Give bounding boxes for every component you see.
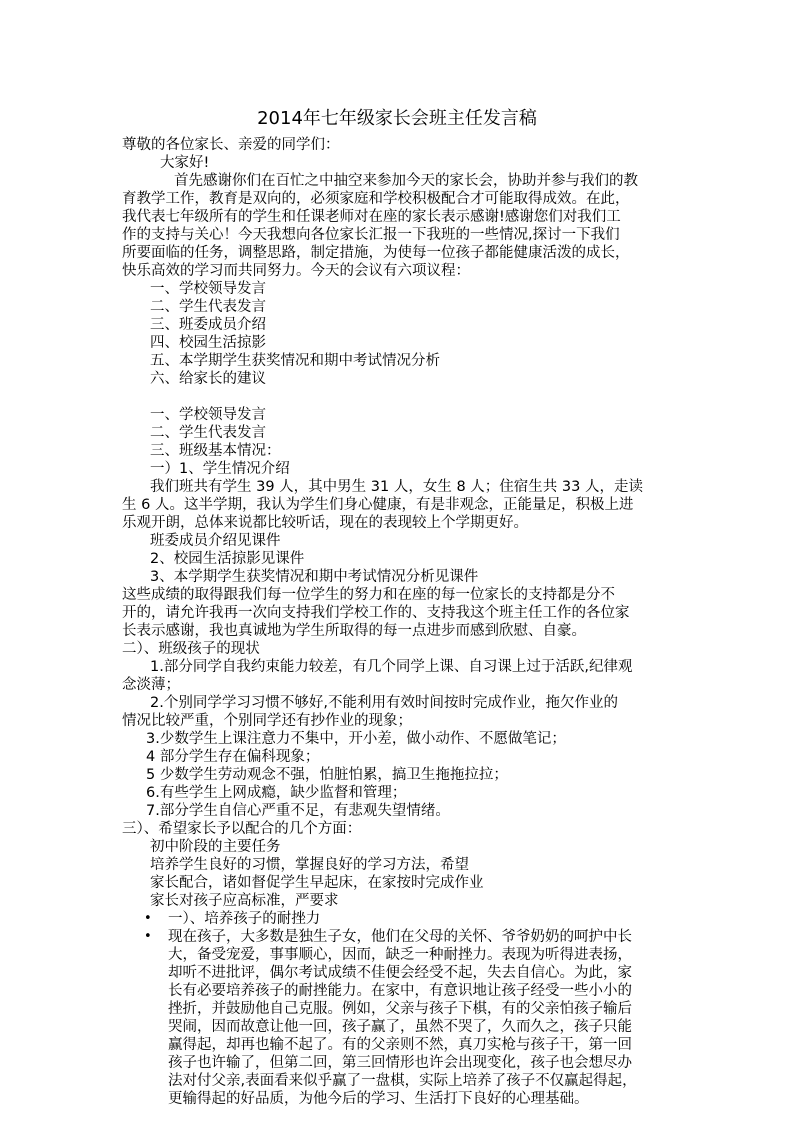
agenda-item: 六、给家长的建议 [150,371,266,387]
text-line: 开的，请允许我再一次向支持我们学校工作的、支持我这个班主任工作的各位家 [122,605,630,621]
hello-line: 大家好! [160,155,210,171]
list-item: 班委成员介绍见课件 [150,533,281,549]
section-item: 一、学校领导发言 [150,407,266,423]
bullet-heading: 一）、培养孩子的耐挫力 [168,911,321,927]
problem-item: 情况比较严重，个别同学还有抄作业的现象； [122,713,412,729]
text-line: 乐观开朗，总体来说都比较听话，现在的表现较上个学期更好。 [122,515,528,531]
text-line: 孩子也许输了，但第二回，第三回情形也许会出现变化，孩子也会想尽办 [168,1055,632,1071]
bullet-icon: • [144,911,152,926]
text-line: 更输得起的好品质，为他今后的学习、生活打下良好的心理基础。 [168,1091,589,1107]
problem-item: 6.有些学生上网成瘾，缺少监督和管理； [146,785,407,801]
text-line: 育教学工作，教育是双向的，必须家庭和学校积极配合才可能取得成效。在此， [122,191,630,207]
agenda-item: 一、学校领导发言 [150,281,266,297]
text-line: 生 6 人。这半学期，我认为学生们身心健康，有是非观念，正能量足，积极上进 [122,497,634,513]
text-line: 这些成绩的取得跟我们每一位学生的努力和在座的每一位家长的支持都是分不 [122,587,615,603]
text-line: 现在孩子，大多数是独生子女，他们在父母的关怀、爷爷奶奶的呵护中长 [168,929,632,945]
agenda-item: 四、校园生活掠影 [150,335,266,351]
text-line: 首先感谢你们在百忙之中抽空来参加今天的家长会，协助并参与我们的教 [174,173,638,189]
text-line: 哭闹，因而故意让他一回，孩子赢了，虽然不哭了，久而久之，孩子只能 [168,1019,632,1035]
section-item: 三、班级基本情况： [150,443,281,459]
agenda-item: 五、本学期学生获奖情况和期中考试情况分析 [150,353,440,369]
list-item: 培养学生良好的习惯，掌握良好的学习方法，希望 [150,857,469,873]
text-line: 快乐高效的学习而共同努力。今天的会议有六项议程： [122,263,470,279]
problem-item: 7.部分学生自信心严重不足，有悲观失望情绪。 [146,803,450,819]
document-title: 2014年七年级家长会班主任发言稿 [257,108,537,129]
text-line: 长表示感谢，我也真诚地为学生所取得的每一点进步而感到欣慰、自豪。 [122,623,586,639]
bullet-icon: • [144,929,152,944]
section-heading: 三）、希望家长予以配合的几个方面： [122,821,362,837]
text-line: 法对付父亲,表面看来似乎赢了一盘棋，实际上培养了孩子不仅赢起得起， [168,1073,637,1089]
text-line: 赢得起，却再也输不起了。有的父亲则不然，真刀实枪与孩子干，第一回 [168,1037,632,1053]
text-line: 我们班共有学生 39 人，其中男生 31 人，女生 8 人；住宿生共 33 人，走读 [150,479,643,495]
section-heading: 二）、班级孩子的现状 [122,641,260,657]
text-line: 却听不进批评，偶尔考试成绩不佳便会经受不起，失去自信心。为此，家 [168,965,632,981]
problem-item: 1.部分同学自我约束能力较差，有几个同学上课、自习课上过于活跃,纪律观 [150,659,633,675]
problem-item: 2.个别同学学习习惯不够好,不能利用有效时间按时完成作业，拖欠作业的 [150,695,618,711]
list-item: 初中阶段的主要任务 [150,839,281,855]
list-item: 家长配合，诸如督促学生早起床，在家按时完成作业 [150,875,484,891]
agenda-item: 二、学生代表发言 [150,299,266,315]
text-line: 挫折，并鼓励他自己克服。例如，父亲与孩子下棋，有的父亲怕孩子输后 [168,1001,632,1017]
text-line: 长有必要培养孩子的耐挫能力。在家中，有意识地让孩子经受一些小小的 [168,983,632,999]
list-item: 2、校园生活掠影见课件 [150,551,305,567]
text-line: 我代表七年级所有的学生和任课老师对在座的家长表示感谢!感谢您们对我们工 [122,209,621,225]
section-item: 一）1、学生情况介绍 [150,461,290,477]
text-line: 所要面临的任务，调整思路，制定措施，为使每一位孩子都能健康活泼的成长， [122,245,630,261]
text-line: 作的支持与关心！今天我想向各位家长汇报一下我班的一些情况,探讨一下我们 [122,227,620,243]
problem-item: 5 少数学生劳动观念不强，怕脏怕累，搞卫生拖拖拉拉； [146,767,508,783]
problem-item: 念淡薄； [122,677,180,693]
text-line: 大，备受宠爱，事事顺心，因而，缺乏一种耐挫力。表现为听得进表扬， [168,947,632,963]
list-item: 家长对孩子应高标准，严要求 [150,893,339,909]
problem-item: 4 部分学生存在偏科现象； [146,749,320,765]
section-item: 二、学生代表发言 [150,425,266,441]
agenda-item: 三、班委成员介绍 [150,317,266,333]
greeting: 尊敬的各位家长、亲爱的同学们： [122,137,340,153]
problem-item: 3.少数学生上课注意力不集中，开小差，做小动作、不愿做笔记； [146,731,566,747]
list-item: 3、本学期学生获奖情况和期中考试情况分析见课件 [150,569,479,585]
